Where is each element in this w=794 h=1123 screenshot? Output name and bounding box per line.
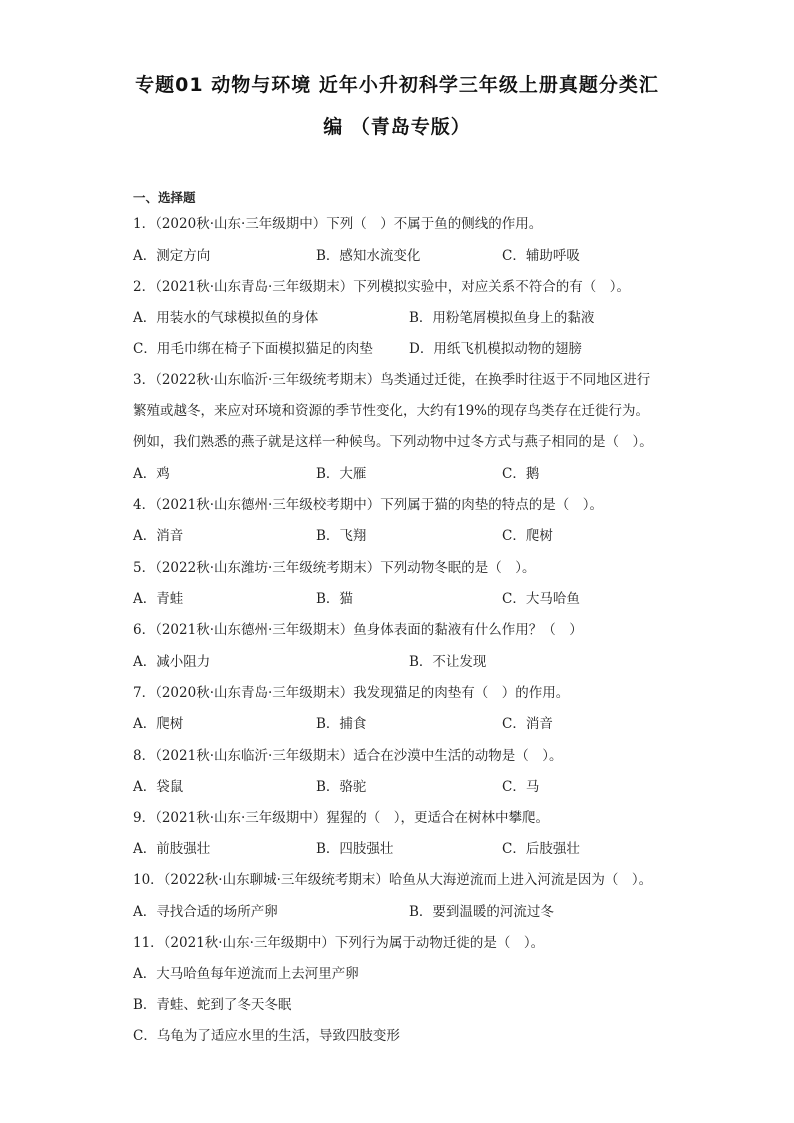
q10-option-a: A．寻找合适的场所产卵 [133,904,278,920]
question-10: 10．（2022秋·山东聊城·三年级统考期末）哈鱼从大海逆流而上进入河流是因为（ ）。 [133,872,653,888]
q8-option-a: A．袋鼠 [133,779,184,795]
q1-option-c: C．辅助呼吸 [502,248,580,264]
q1-option-b: B．感知水流变化 [316,248,421,264]
q3-option-c: C．鹅 [502,466,540,482]
question-7: 7．（2020秋·山东青岛·三年级期末）我发现猫足的肉垫有（ ）的作用。 [133,685,570,701]
question-3-line1: 3．（2022秋·山东临沂·三年级统考期末）鸟类通过迁徙，在换季时往返于不同地区进行 [133,372,651,388]
q2-option-b: B．用粉笔屑模拟鱼身上的黏液 [409,310,595,326]
q4-option-b: B．飞翔 [316,528,367,544]
question-11: 11．（2021秋·山东·三年级期中）下列行为属于动物迁徙的是（ ）。 [133,935,545,951]
question-2: 2．（2021秋·山东青岛·三年级期末）下列模拟实验中，对应关系不符合的有（ ）。 [133,279,631,295]
q4-option-a: A．消音 [133,528,184,544]
q2-option-a: A．用装水的气球模拟鱼的身体 [133,310,319,326]
question-6: 6．（2021秋·山东德州·三年级期末）鱼身体表面的黏液有什么作用？（ ） [133,622,583,638]
q9-option-a: A．前肢强壮 [133,841,211,857]
q11-option-a: A．大马哈鱼每年逆流而上去河里产卵 [133,966,359,982]
q6-option-b: B．不让发现 [409,654,487,670]
q6-option-a: A．减小阻力 [133,654,211,670]
q8-option-b: B．骆驼 [316,779,367,795]
q5-option-b: B．猫 [316,591,353,607]
question-3-line2: 繁殖或越冬，来应对环境和资源的季节性变化，大约有19%的现存鸟类存在迁徙行为。 [133,403,650,419]
q3-option-a: A．鸡 [133,466,170,482]
q4-option-c: C．爬树 [502,528,553,544]
q11-option-c: C．乌龟为了适应水里的生活，导致四肢变形 [133,1028,400,1044]
q5-option-c: C．大马哈鱼 [502,591,580,607]
q5-option-a: A．青蛙 [133,591,184,607]
document-title-line1: 专题01 动物与环境 近年小升初科学三年级上册真题分类汇 [135,74,659,96]
q2-option-c: C．用毛巾绑在椅子下面模拟猫足的肉垫 [133,341,373,357]
q7-option-a: A．爬树 [133,716,184,732]
q7-option-c: C．消音 [502,716,553,732]
question-9: 9．（2021秋·山东·三年级期中）猩猩的（ ），更适合在树林中攀爬。 [133,810,550,826]
section-heading: 一、选择题 [133,190,196,205]
q11-option-b: B．青蛙、蛇到了冬天冬眠 [133,997,292,1013]
q7-option-b: B．捕食 [316,716,367,732]
question-3-line3: 例如，我们熟悉的燕子就是这样一种候鸟。下列动物中过冬方式与燕子相同的是（ ）。 [133,434,653,450]
q2-option-d: D．用纸飞机模拟动物的翅膀 [409,341,582,357]
q9-option-c: C．后肢强壮 [502,841,580,857]
question-5: 5．（2022秋·山东潍坊·三年级统考期末）下列动物冬眠的是（ ）。 [133,560,536,576]
question-4: 4．（2021秋·山东德州·三年级校考期中）下列属于猫的肉垫的特点的是（ ）。 [133,497,604,513]
q1-option-a: A．测定方向 [133,248,211,264]
q10-option-b: B．要到温暖的河流过冬 [409,904,554,920]
question-8: 8．（2021秋·山东临沂·三年级期末）适合在沙漠中生活的动物是（ ）。 [133,748,563,764]
q8-option-c: C．马 [502,779,540,795]
document-title-line2: 编 （青岛专版） [323,116,471,138]
q3-option-b: B．大雁 [316,466,367,482]
q9-option-b: B．四肢强壮 [316,841,394,857]
question-1: 1．（2020秋·山东·三年级期中）下列（ ）不属于鱼的侧线的作用。 [133,216,543,232]
